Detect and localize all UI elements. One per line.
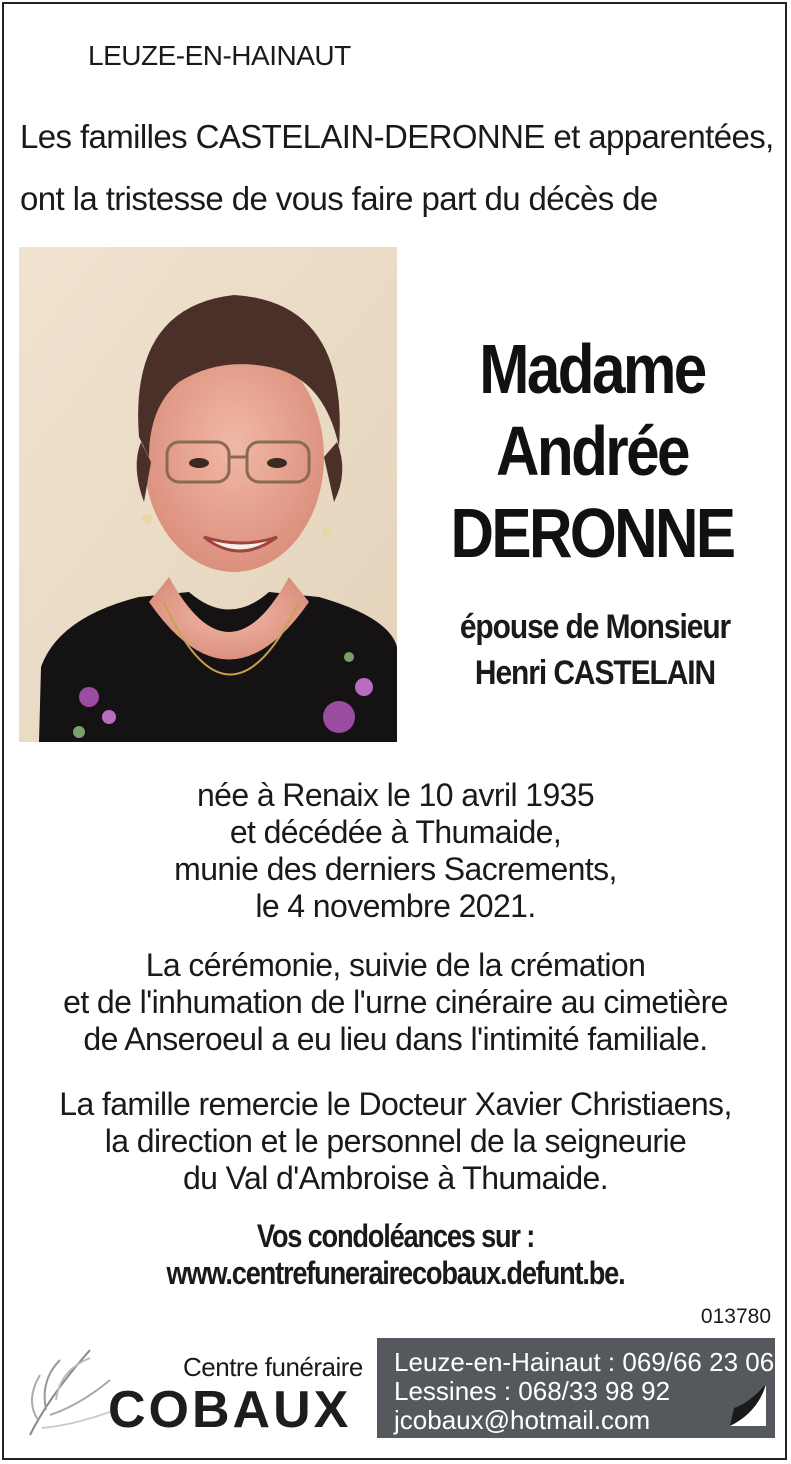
funeral-home-subtitle: Centre funéraire	[183, 1352, 363, 1382]
death-date-line: le 4 novembre 2021.	[255, 888, 536, 924]
contact-lessines: Lessines : 068/33 98 92	[394, 1376, 671, 1406]
reference-number: 013780	[700, 1305, 771, 1328]
thanks-line-2: la direction et le personnel de la seigneurie	[104, 1123, 687, 1159]
page-curl-icon	[728, 1382, 768, 1428]
death-place-line: et décédée à Thumaide,	[229, 814, 562, 850]
spouse-line-2: Henri CASTELAIN	[474, 654, 716, 692]
contact-email[interactable]: jcobaux@hotmail.com	[394, 1405, 651, 1435]
contact-leuze: Leuze-en-Hainaut : 069/66 23 06	[394, 1347, 775, 1377]
birth-line: née à Renaix le 10 avril 1935	[196, 777, 595, 813]
thanks-line-3: du Val d'Ambroise à Thumaide.	[182, 1160, 609, 1196]
condolences-label: Vos condoléances sur :	[256, 1218, 535, 1254]
deceased-first-name: Andrée	[496, 412, 688, 490]
portrait-photo	[19, 247, 397, 742]
sacraments-line: munie des derniers Sacrements,	[174, 851, 617, 887]
ceremony-line-1: La cérémonie, suivie de la crémation	[145, 947, 646, 983]
ceremony-line-3: de Anseroeul a eu lieu dans l'intimité familiale.	[83, 1021, 708, 1057]
condolences-url[interactable]: www.centrefunerairecobaux.defunt.be.	[166, 1255, 625, 1291]
ceremony-line-2: et de l'inhumation de l'urne cinéraire au cimetière	[63, 984, 728, 1020]
deceased-title: Madame	[479, 330, 705, 408]
intro-line-2: ont la tristesse de vous faire part du décès de	[20, 180, 658, 217]
spouse-line-1: épouse de Monsieur	[459, 608, 731, 646]
location-heading: LEUZE-EN-HAINAUT	[88, 40, 351, 71]
intro-line-1: Les familles CASTELAIN-DERONNE et apparentées,	[20, 118, 774, 155]
thanks-line-1: La famille remercie le Docteur Xavier Christiaens,	[59, 1086, 732, 1122]
funeral-home-name: COBAUX	[108, 1381, 352, 1439]
deceased-last-name: DERONNE	[450, 494, 734, 572]
